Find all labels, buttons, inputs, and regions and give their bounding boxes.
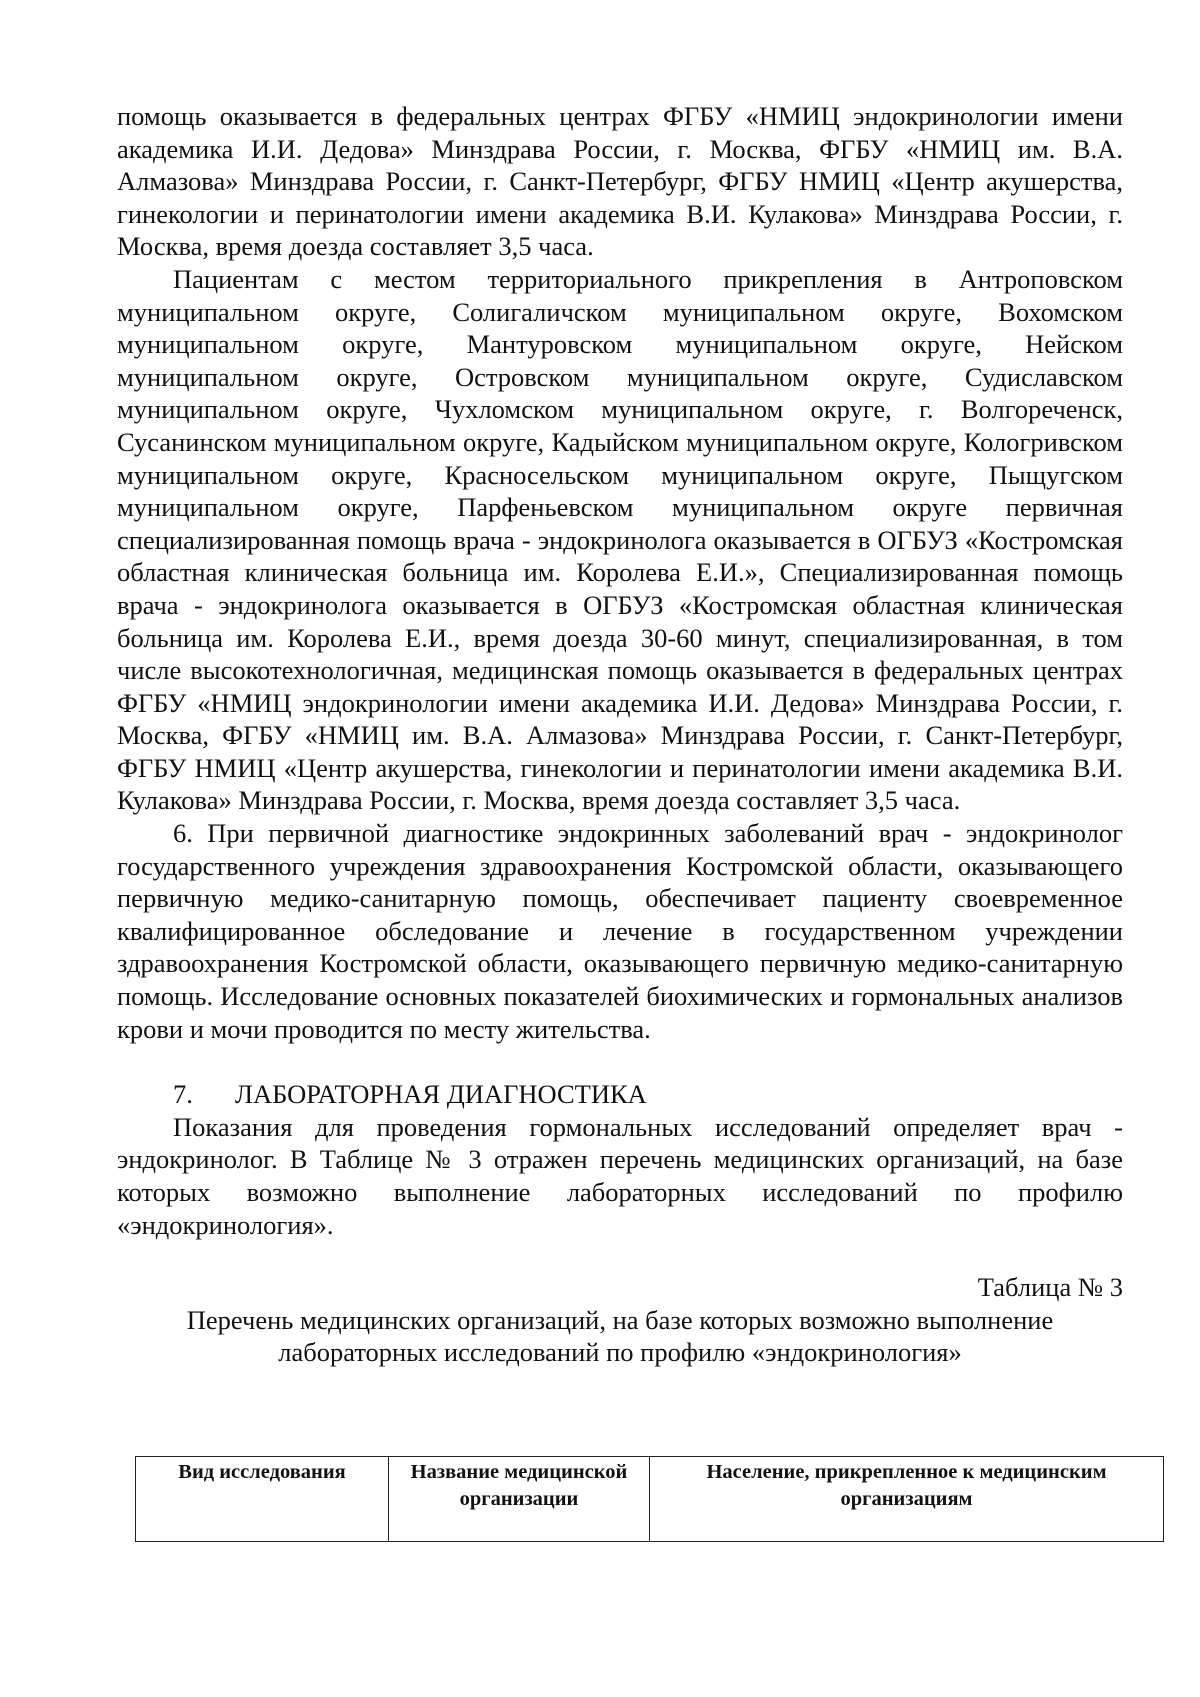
- section-heading: [117, 1078, 1123, 1111]
- organizations-table: [135, 1456, 1164, 1542]
- paragraph-lab-indications: Показания для проведения гормональных исследований определяет врач - эндокринолог. В Таблице № 3 отражен перечень медицинских организаций, на базе которых возможно выполнение лабораторных исследований по профилю «эндокринология».: [117, 1111, 1123, 1240]
- paragraph-federal-centers: помощь оказывается в федеральных центрах ФГБУ «НМИЦ эндокринологии имени академика И.И. Дедова» Минздрава России, г. Москва, ФГБУ «НМИЦ им. В.А. Алмазова» Минздрава России, г. Санкт-Петербург, ФГБУ НМИЦ «Центр акушерства, гинекологии и перинатологии имени академика В.И. Кулакова» Минздрава России, г. Москва, время доезда составляет 3,5 часа.: [117, 101, 1123, 262]
- table-header-cell: Вид исследования: [136, 1457, 389, 1542]
- table-header-cell: Название медицинской организации: [389, 1457, 650, 1542]
- table-header-cell: Население, прикрепленное к медицинским организациям: [650, 1457, 1164, 1542]
- table-number: Таблица № 3: [977, 1272, 1123, 1303]
- section-title: ЛАБОРАТОРНАЯ ДИАГНОСТИКА: [235, 1079, 647, 1110]
- table-header-row: [136, 1457, 1164, 1542]
- paragraph-primary-diagnostics: 6. При первичной диагностике эндокринных заболеваний врач - эндокринолог государственного учреждения здравоохранения Костромской области, оказывающего первичную медико-санитарную помощь, обеспечивает пациенту своевременное квалифицированное обследование и лечение в государственном учреждении здравоохранения Костромской области, оказывающего первичную медико-санитарную помощь. Исследование основных показателей биохимических и гормональных анализов крови и мочи проводится по месту жительства.: [117, 818, 1123, 1044]
- paragraph-patients-districts: Пациентам с местом территориального прикрепления в Антроповском муниципальном округе, Солигаличском муниципальном округе, Вохомском муниципальном округе, Мантуровском муниципальном округе, Нейском муниципальном округе, Островском муниципальном округе, Судиславском муниципальном округе, Чухломском муниципальном округе, г. Волгореченск, Сусанинском муниципальном округе, Кадыйском муниципальном округе, Кологривском муниципальном округе, Красносельском муниципальном округе, Пыщугском муниципальном округе, Парфеньевском муниципальном округе первичная специализированная помощь врача - эндокринолога оказывается в ОГБУЗ «Костромская областная клиническая больница им. Королева Е.И.», Специализированная помощь врача - эндокринолога оказывается в ОГБУЗ «Костромская областная клиническая больница им. Королева Е.И., время доезда 30-60 минут, специализированная, в том числе высокотехнологичная, медицинская помощь оказывается в федеральных центрах ФГБУ «НМИЦ эндокринологии имени академика И.И. Дедова» Минздрава России, г. Москва, ФГБУ «НМИЦ им. В.А. Алмазова» Минздрава России, г. Санкт-Петербург, ФГБУ НМИЦ «Центр акушерства, гинекологии и перинатологии имени академика В.И. Кулакова» Минздрава России, г. Москва, время доезда составляет 3,5 часа.: [117, 263, 1123, 816]
- table-caption: Перечень медицинских организаций, на базе которых возможно выполнение лабораторных исследований по профилю «эндокринология»: [186, 1304, 1054, 1368]
- document-page: [117, 100, 1123, 1369]
- section-number: 7.: [173, 1079, 193, 1110]
